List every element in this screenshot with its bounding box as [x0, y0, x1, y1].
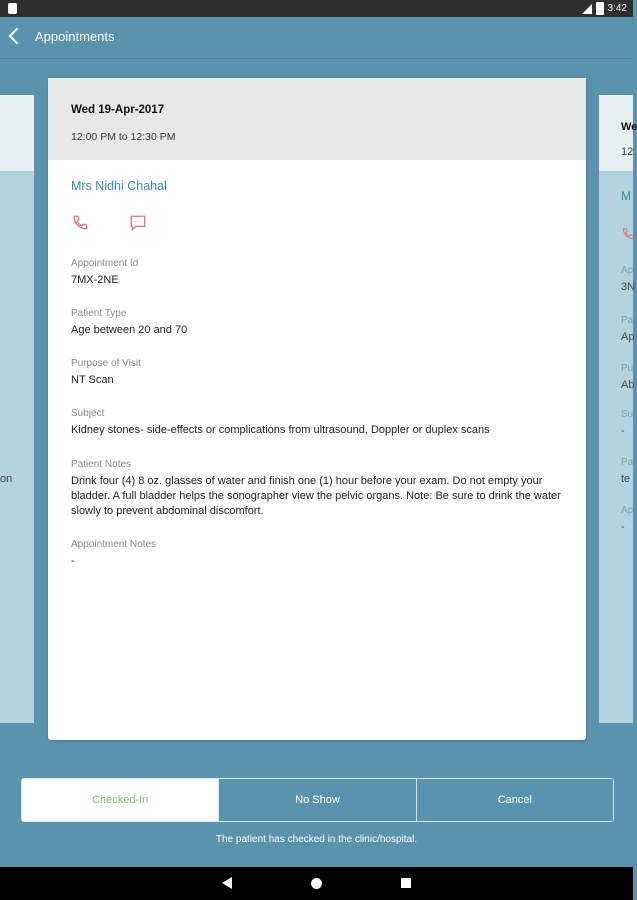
- checked-in-button[interactable]: Checked-In: [22, 779, 218, 821]
- field-label: Patient Type: [71, 308, 127, 319]
- field-value: Drink four (4) 8 oz. glasses of water and finish one (1) hour before your exam. Do not empty your bladder. A full bladder helps the sonographer view the pelvic organs. Note: Be sure to drink the water slowly to prevent abdominal discomfort.: [71, 475, 561, 517]
- app-bar: [0, 17, 633, 59]
- purpose-field: [71, 358, 561, 388]
- field-value: NT Scan: [71, 374, 114, 386]
- status-right: [582, 2, 627, 15]
- next-card-label: Pa: [621, 315, 634, 326]
- appointment-card: [48, 78, 586, 740]
- field-label: Appointment Notes: [71, 539, 157, 550]
- field-value: Age between 20 and 70: [71, 324, 188, 336]
- status-actions: [21, 778, 614, 822]
- next-card-value: Ap: [621, 331, 635, 343]
- status-message: The patient has checked in the clinic/hospital.: [215, 834, 418, 845]
- next-card-time: 12: [621, 146, 634, 158]
- next-card-value: -: [621, 425, 625, 437]
- next-appointment-card[interactable]: [599, 95, 637, 723]
- field-value: -: [71, 555, 75, 567]
- nav-home-icon[interactable]: [311, 878, 322, 889]
- status-time: 3:42: [607, 3, 627, 14]
- patient-notes-field: [71, 459, 561, 519]
- nav-recents-icon[interactable]: [401, 878, 411, 888]
- next-card-header: [599, 95, 637, 171]
- next-card-label: Pa: [621, 457, 634, 468]
- next-card-value: -: [621, 521, 625, 533]
- previous-appointment-card[interactable]: [0, 95, 34, 723]
- previous-card-header: [0, 95, 34, 171]
- appointment-time: 12:00 PM to 12:30 PM: [71, 131, 176, 143]
- appointment-id-field: [71, 258, 561, 288]
- signal-icon: [582, 4, 592, 14]
- field-label: Appointment Id: [71, 258, 139, 269]
- patient-name[interactable]: Mrs Nidhi Chahal: [71, 179, 167, 193]
- appointment-header: [48, 78, 586, 160]
- cancel-button[interactable]: Cancel: [416, 779, 613, 821]
- appointment-notes-field: [71, 539, 561, 569]
- field-label: Purpose of Visit: [71, 358, 141, 369]
- no-show-button[interactable]: No Show: [218, 779, 415, 821]
- notification-icon: [8, 3, 17, 14]
- back-arrow-icon[interactable]: [9, 28, 26, 45]
- field-value: Kidney stones- side-effects or complications from ultrasound, Doppler or duplex scans: [71, 424, 490, 436]
- phone-icon[interactable]: [71, 214, 87, 230]
- previous-card-text: on: [0, 473, 13, 485]
- next-card-value: 3N: [621, 281, 636, 293]
- field-label: Patient Notes: [71, 459, 132, 470]
- nav-back-icon[interactable]: [222, 877, 232, 889]
- next-card-value: te: [621, 473, 631, 485]
- page-title: Appointments: [35, 29, 115, 44]
- contact-actions: [71, 214, 147, 232]
- next-card-date: We: [621, 121, 637, 133]
- next-card-label: Ap: [621, 505, 634, 516]
- next-card-label: Su: [621, 409, 634, 420]
- next-card-name: M: [621, 189, 631, 203]
- battery-icon: [596, 2, 604, 15]
- system-nav-bar: [0, 867, 633, 900]
- next-card-value: Ab: [621, 379, 635, 391]
- next-card-label: Ap: [621, 265, 634, 276]
- status-bar: [0, 0, 633, 17]
- chat-icon[interactable]: [129, 214, 147, 232]
- subject-field: [71, 408, 561, 438]
- field-label: Subject: [71, 408, 105, 419]
- next-card-phone-icon: [621, 227, 635, 246]
- field-value: 7MX-2NE: [71, 274, 119, 286]
- next-card-label: Pu: [621, 363, 634, 374]
- patient-type-field: [71, 308, 561, 338]
- appointment-date: Wed 19-Apr-2017: [71, 104, 165, 116]
